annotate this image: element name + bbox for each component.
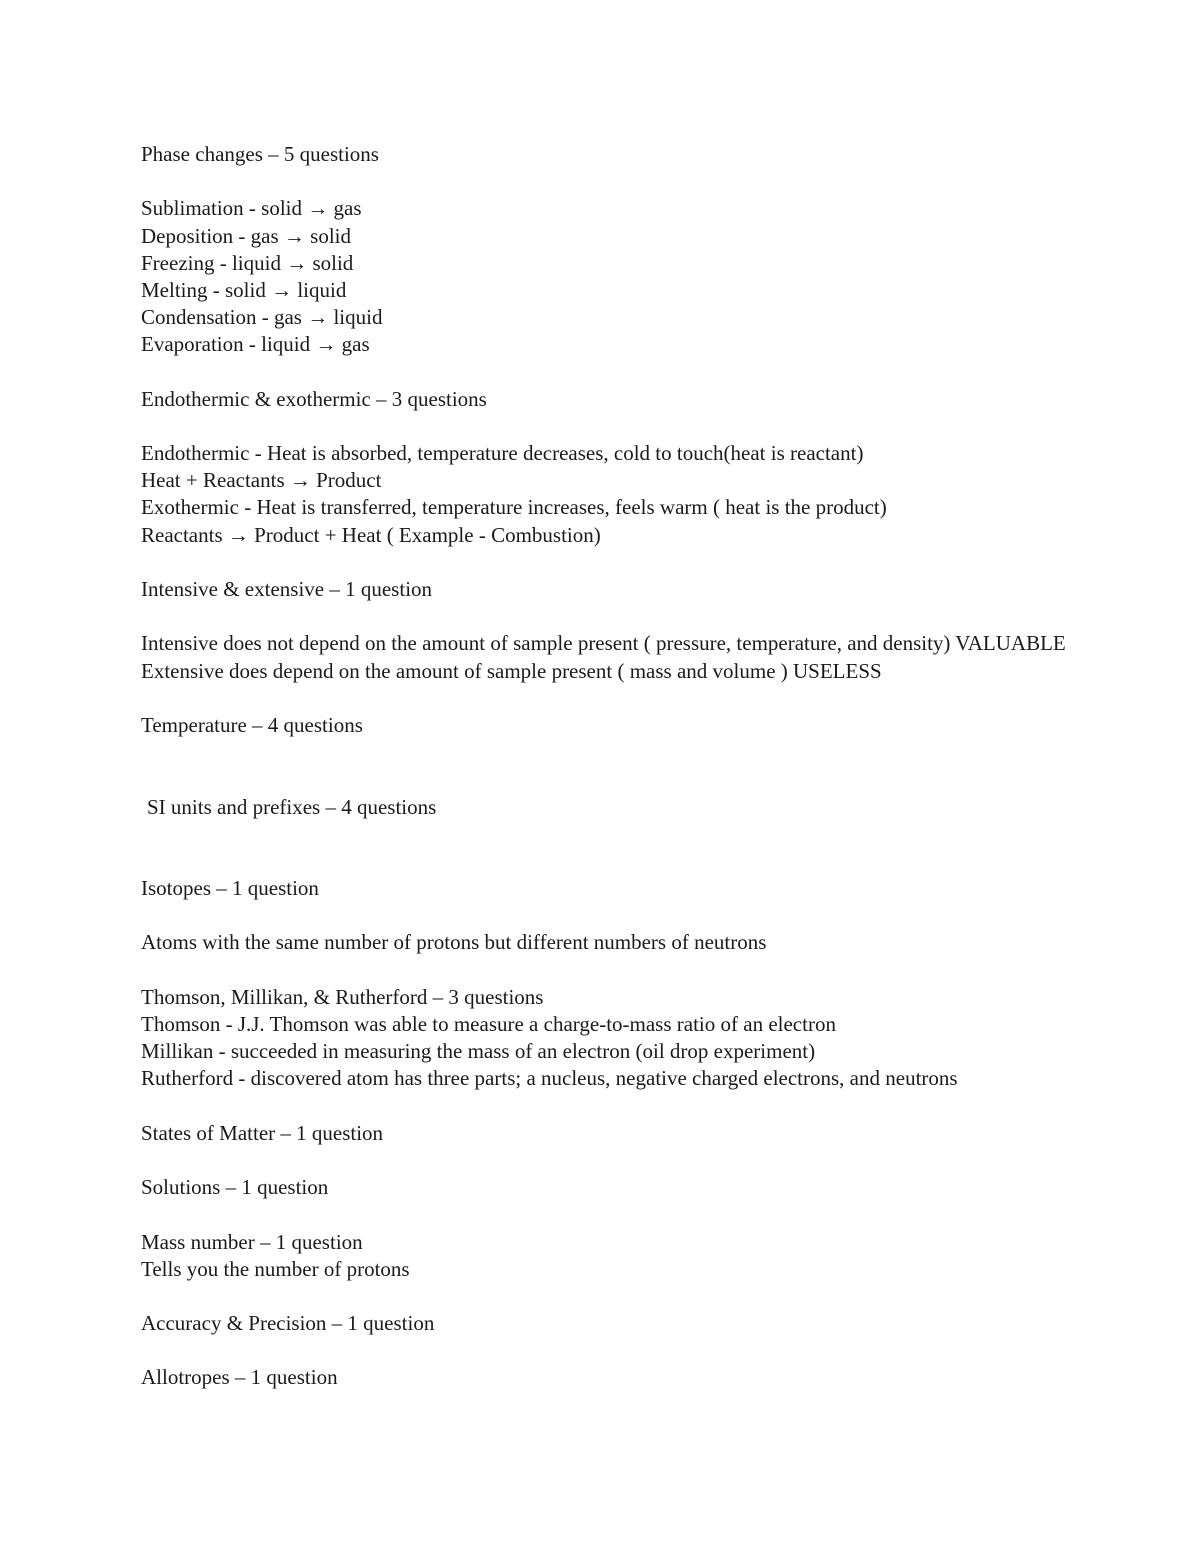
intensive-line: Intensive does not depend on the amount of sample present ( pressure, temperature, and density) VALUABLE (141, 631, 1066, 656)
spacer (141, 1093, 1191, 1120)
extensive-line: Extensive does depend on the amount of sample present ( mass and volume ) USELESS (141, 658, 882, 683)
si-units-heading: SI units and prefixes – 4 questions (147, 794, 437, 819)
thomson-line: Thomson - J.J. Thomson was able to measure a charge-to-mass ratio of an electron (141, 1012, 836, 1037)
spacer (141, 1283, 1191, 1310)
spacer (141, 957, 1191, 984)
endo-exo-line: Reactants → Product + Heat ( Example - Combustion) (141, 522, 601, 547)
spacer (141, 413, 1191, 440)
spacer (141, 902, 1191, 929)
endo-exo-line: Heat + Reactants → Product (141, 468, 382, 493)
spacer (141, 549, 1191, 576)
temperature-heading: Temperature – 4 questions (141, 712, 363, 737)
phase-change-item: Freezing - liquid → solid (141, 250, 354, 275)
phase-changes-heading: Phase changes – 5 questions (141, 142, 379, 166)
spacer (141, 821, 1191, 875)
states-of-matter-heading: States of Matter – 1 question (141, 1120, 384, 1145)
phase-change-item: Sublimation - solid → gas (141, 196, 362, 221)
endo-exo-heading: Endothermic & exothermic – 3 questions (141, 386, 487, 411)
spacer (141, 168, 1191, 195)
endo-exo-line: Exothermic - Heat is transferred, temperature increases, feels warm ( heat is the product) (141, 495, 887, 520)
spacer (141, 359, 1191, 386)
spacer (141, 603, 1191, 630)
spacer (141, 1337, 1191, 1364)
spacer (141, 1147, 1191, 1174)
phase-change-item: Condensation - gas → liquid (141, 305, 383, 330)
rutherford-line: Rutherford - discovered atom has three parts; a nucleus, negative charged electrons, and neutrons (141, 1066, 958, 1091)
phase-change-item: Deposition - gas → solid (141, 223, 351, 248)
solutions-heading: Solutions – 1 question (141, 1175, 329, 1200)
mass-number-line: Tells you the number of protons (141, 1256, 410, 1281)
isotopes-heading: Isotopes – 1 question (141, 876, 319, 901)
spacer (141, 739, 1191, 793)
mass-number-heading: Mass number – 1 question (141, 1229, 363, 1254)
accuracy-heading: Accuracy & Precision – 1 question (141, 1311, 435, 1336)
phase-change-item: Melting - solid → liquid (141, 277, 347, 302)
isotopes-line: Atoms with the same number of protons but different numbers of neutrons (141, 930, 767, 955)
document-page (141, 141, 1191, 1392)
phase-change-item: Evaporation - liquid → gas (141, 332, 370, 357)
spacer (141, 1201, 1191, 1228)
millikan-line: Millikan - succeeded in measuring the mass of an electron (oil drop experiment) (141, 1039, 816, 1064)
intensive-extensive-heading: Intensive & extensive – 1 question (141, 577, 433, 601)
spacer (141, 685, 1191, 712)
allotropes-heading: Allotropes – 1 question (141, 1365, 338, 1390)
thomson-heading: Thomson, Millikan, & Rutherford – 3 questions (141, 984, 544, 1009)
endo-exo-line: Endothermic - Heat is absorbed, temperature decreases, cold to touch(heat is reactant) (141, 441, 864, 466)
